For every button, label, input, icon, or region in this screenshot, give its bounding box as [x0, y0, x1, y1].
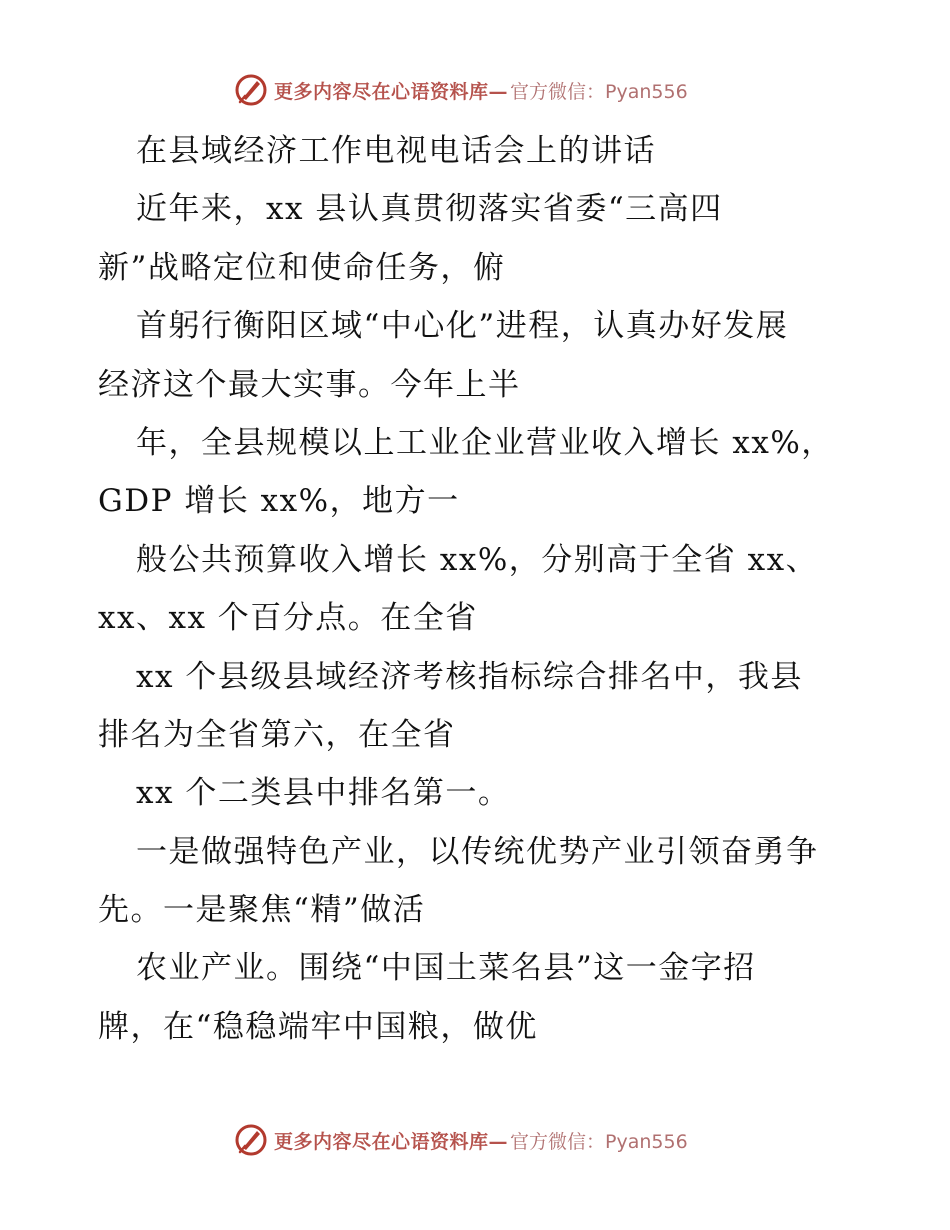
text-line: 牌，在“稳稳端牢中国粮，做优	[98, 1008, 538, 1045]
quill-circle-logo-icon	[234, 1123, 268, 1157]
watermark-text: 更多内容尽在心语资料库—	[274, 80, 509, 103]
text-line: 近年来，xx 县认真贯彻落实省委“三高四	[136, 191, 723, 228]
footer-watermark	[234, 1122, 688, 1158]
text-line: xx、xx 个百分点。在全省	[98, 600, 478, 637]
watermark-wechat: 官方微信：Pyan556	[510, 1130, 688, 1153]
text-line: 农业产业。围绕“中国土菜名县”这一金字招	[136, 950, 756, 987]
header-watermark	[234, 72, 688, 108]
text-line: 先。一是聚焦“精”做活	[98, 892, 426, 929]
text-line: 排名为全省第六，在全省	[98, 716, 456, 753]
watermark-wechat: 官方微信：Pyan556	[510, 80, 688, 103]
text-line: 新”战略定位和使命任务，俯	[98, 249, 506, 286]
text-line: 经济这个最大实事。今年上半	[98, 366, 521, 403]
text-line: 首躬行衡阳区域“中心化”进程，认真办好发展	[136, 308, 789, 345]
text-line: xx 个二类县中排名第一。	[136, 775, 511, 812]
document-body	[98, 122, 898, 1056]
text-line: 年，全县规模以上工业企业营业收入增长 xx%，	[136, 424, 834, 461]
text-line: 般公共预算收入增长 xx%，分别高于全省 xx、	[136, 541, 819, 578]
text-line: GDP 增长 xx%，地方一	[98, 483, 460, 520]
document-title: 在县域经济工作电视电话会上的讲话	[136, 133, 656, 169]
watermark-text: 更多内容尽在心语资料库—	[274, 1130, 509, 1153]
quill-circle-logo-icon	[234, 73, 268, 107]
text-line: xx 个县级县域经济考核指标综合排名中，我县	[136, 658, 803, 695]
text-line: 一是做强特色产业，以传统优势产业引领奋勇争	[136, 833, 819, 870]
